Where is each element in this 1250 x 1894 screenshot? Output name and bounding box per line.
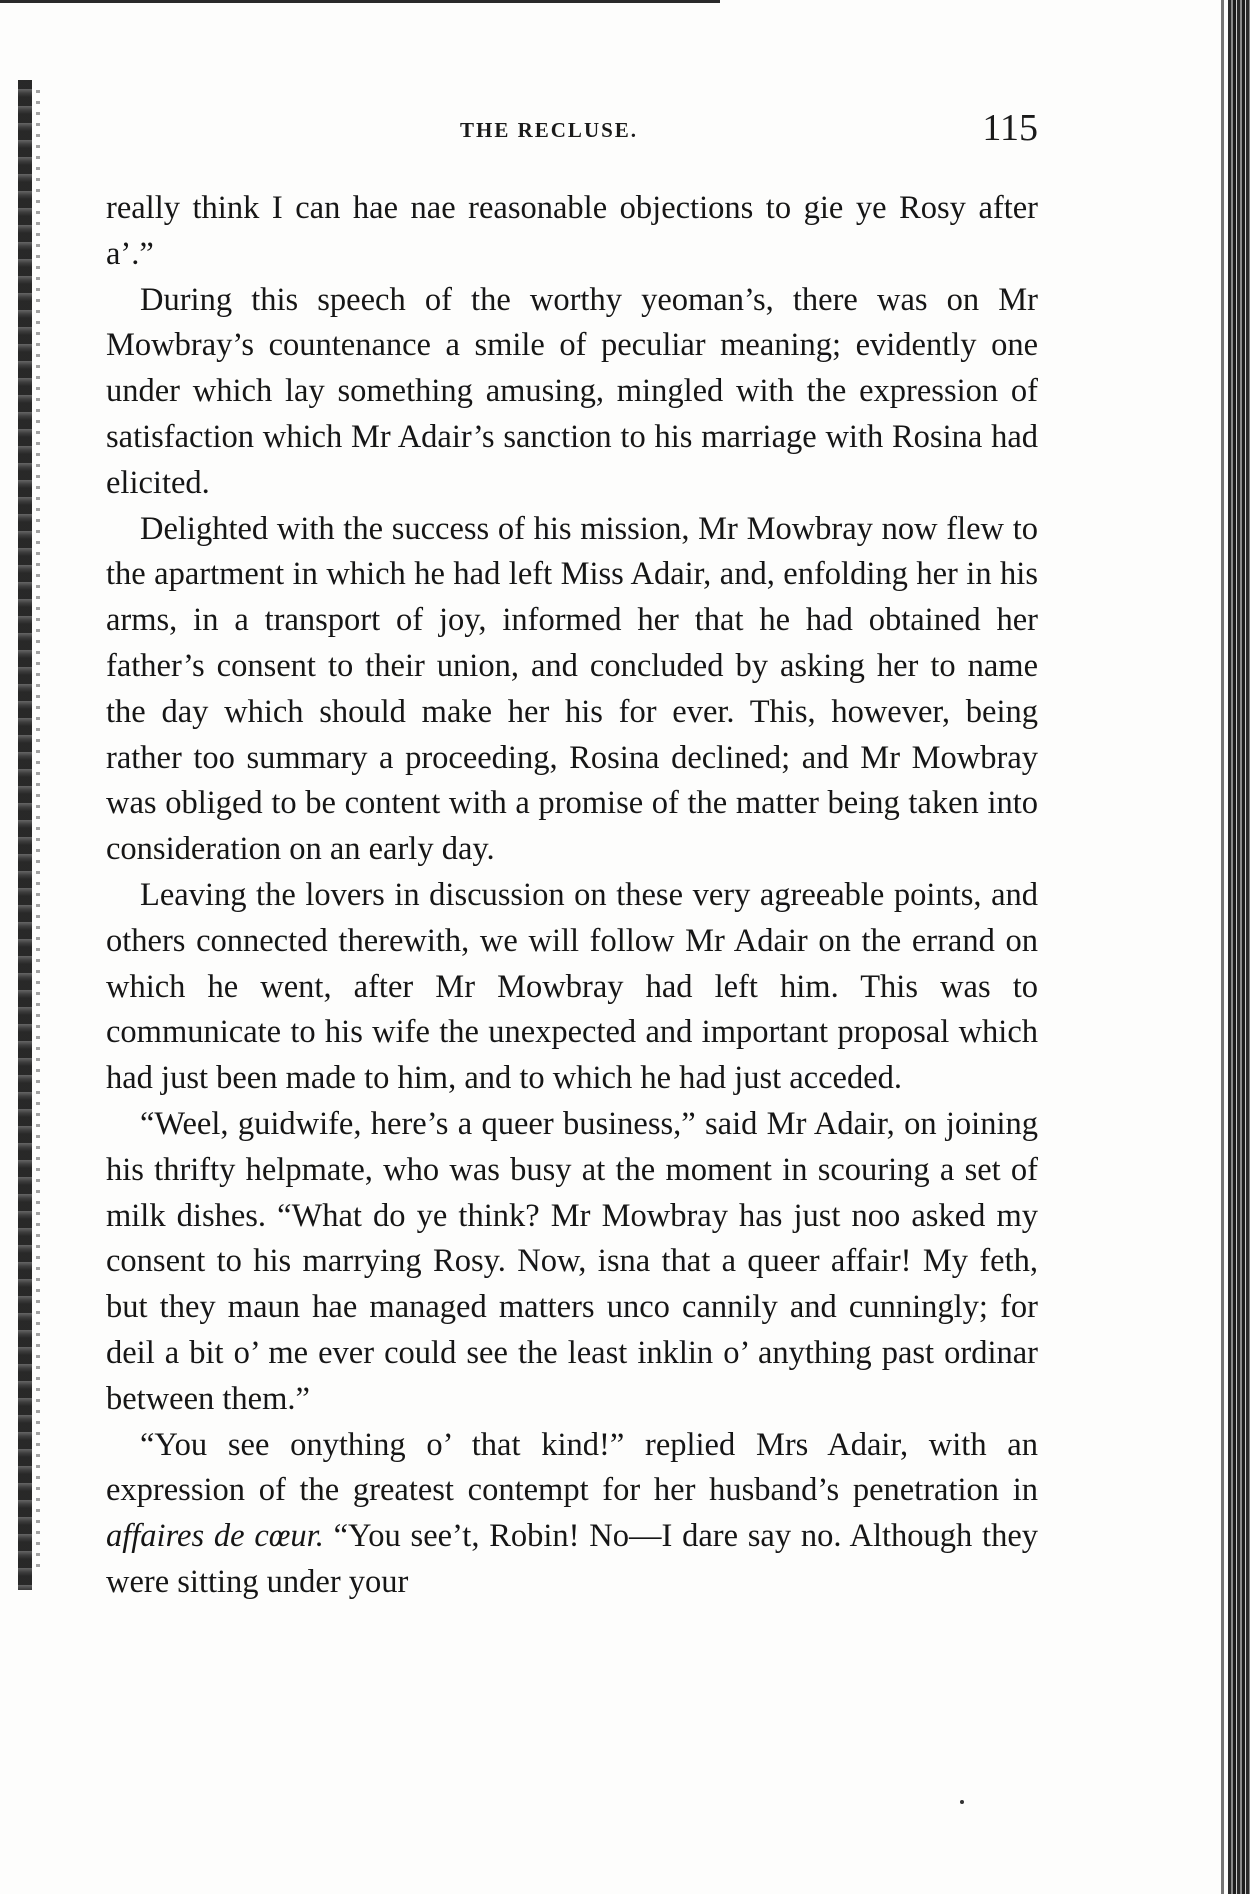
paragraph-3: Delighted with the success of his mission, Mr Mowbray now flew to the apartment in which he had left Miss Adair, and, enfolding her in his arms, in a transport of joy, informed her that he had obtained her father’s consent to their union, and concluded by asking her to name the day which should make her his for ever. This, however, being rather too summary a proceeding, Rosina declined; and Mr Mowbray was obliged to be content with a promise of the matter being taken into consideration on an early day. bbox=[106, 510, 1038, 868]
foreign-phrase: affaires de cœur. bbox=[106, 1518, 324, 1555]
paragraph-6-end: “You see’t, Robin! No—I dare say no. Although they were sitting under your bbox=[106, 1518, 1038, 1600]
scan-left-binding-edge bbox=[18, 80, 32, 1590]
page-header bbox=[108, 106, 1038, 154]
scan-right-shadow bbox=[1221, 0, 1224, 1894]
paragraph-5: “Weel, guidwife, here’s a queer business,” said Mr Adair, on joining his thrifty helpmate, who was busy at the moment in scouring a set of milk dishes. “What do ye think? Mr Mowbray has just noo asked my consent to his marrying Rosy. Now, isna that a queer affair! My feth, but they maun hae managed matters unco cannily and cunningly; for deil a bit o’ me ever could see the least inklin o’ anything past ordinar between them.” bbox=[106, 1105, 1038, 1417]
scan-left-shadow bbox=[36, 90, 40, 1570]
paragraph-2: During this speech of the worthy yeoman’s, there was on Mr Mowbray’s countenance a smile of peculiar meaning; evidently one under which lay something amusing, mingled with the expression of satisfaction which Mr Adair’s sanction to his marriage with Rosina had elicited. bbox=[106, 281, 1038, 501]
body-text bbox=[106, 186, 1038, 1606]
paragraph-1: really think I can hae nae reasonable objections to gie ye Rosy after a’.” bbox=[106, 190, 1038, 272]
running-title: THE RECLUSE. bbox=[460, 118, 639, 142]
scan-speck bbox=[960, 1800, 964, 1804]
paragraph-6-start: “You see onything o’ that kind!” replied Mrs Adair, with an expression of the greatest contempt for her husband’s penetration in bbox=[106, 1426, 1038, 1509]
scan-right-page-stack bbox=[1228, 0, 1250, 1894]
paragraph-6 bbox=[106, 1423, 1038, 1606]
paragraph-4: Leaving the lovers in discussion on these very agreeable points, and others connected therewith, we will follow Mr Adair on the errand on which he went, after Mr Mowbray had left him. This was to communicate to his wife the unexpected and important proposal which had just been made to him, and to which he had just acceded. bbox=[106, 876, 1038, 1097]
scan-top-edge bbox=[0, 0, 720, 12]
page-number: 115 bbox=[982, 107, 1038, 149]
